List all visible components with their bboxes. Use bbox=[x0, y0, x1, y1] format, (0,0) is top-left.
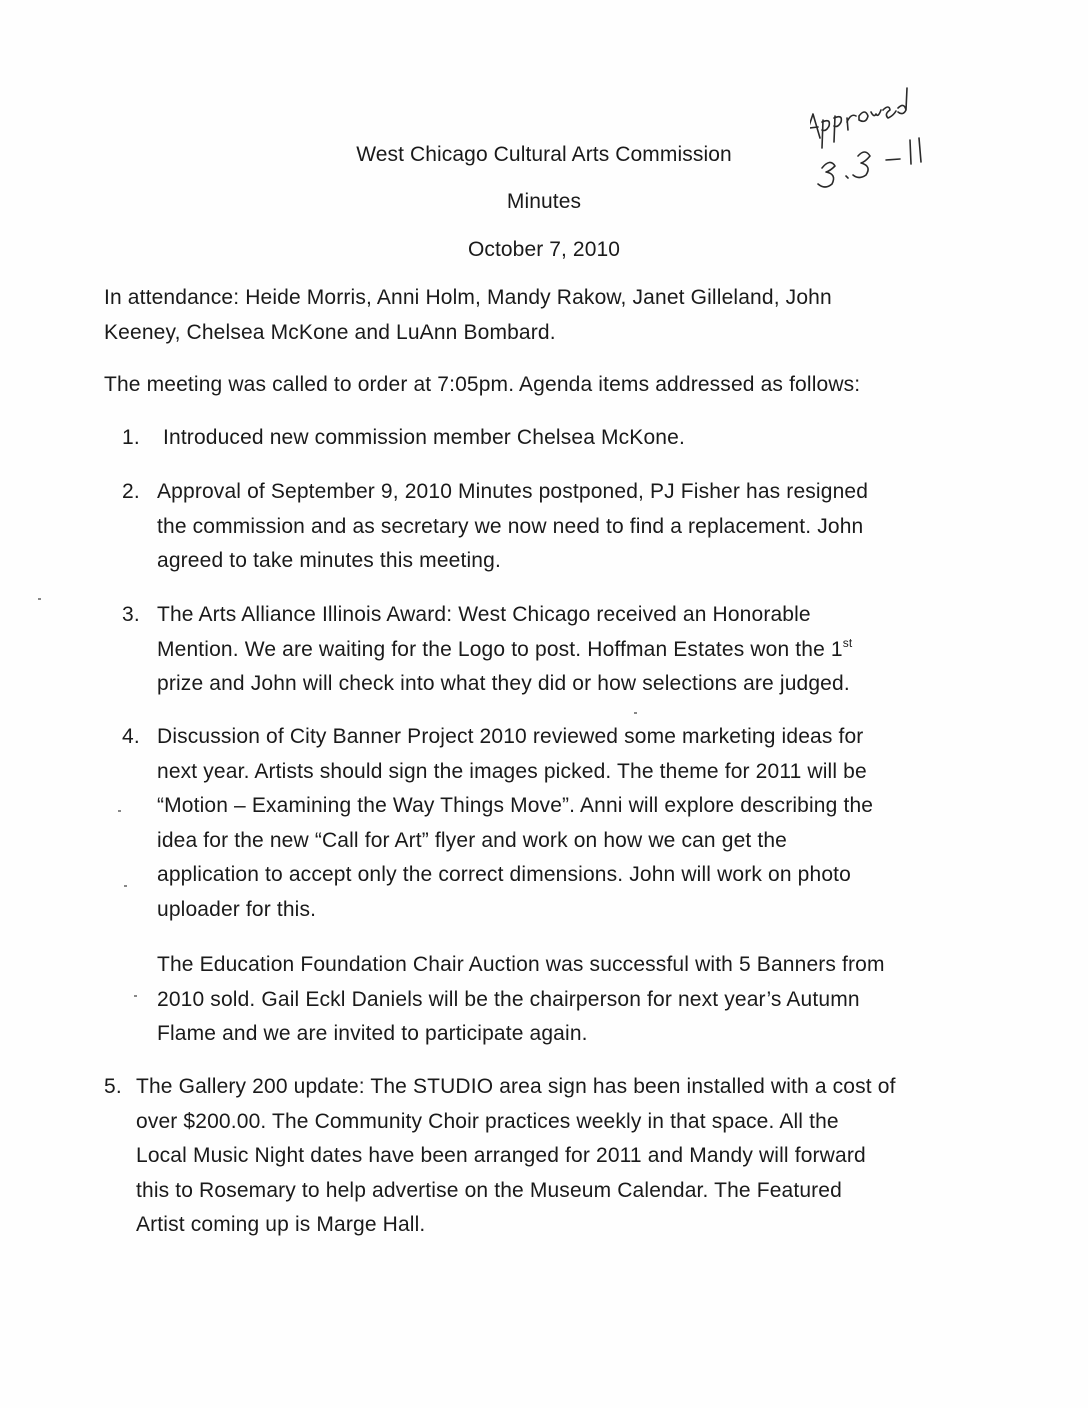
item-number: 2. bbox=[122, 480, 140, 503]
item-line: idea for the new “Call for Art” flyer and work on how we can get the bbox=[157, 828, 788, 852]
item-number: 4. bbox=[122, 725, 140, 748]
item-line: The Education Foundation Chair Auction was successful with 5 Banners from bbox=[157, 953, 885, 976]
document-type-heading: Minutes bbox=[506, 190, 582, 213]
scan-speck bbox=[118, 810, 121, 812]
agenda-item-4-continuation bbox=[157, 948, 957, 1052]
item-body bbox=[157, 598, 937, 702]
item-line: agreed to take minutes this meeting. bbox=[157, 549, 501, 572]
item-body bbox=[157, 720, 957, 927]
ordinal-superscript: st bbox=[842, 635, 853, 650]
organization-title: West Chicago Cultural Arts Commission bbox=[356, 143, 732, 166]
item-body bbox=[163, 421, 933, 456]
meeting-date: October 7, 2010 bbox=[467, 238, 621, 261]
item-line: “Motion – Examining the Way Things Move”. Anni will explore describing the bbox=[157, 794, 874, 817]
item-line: Discussion of City Banner Project 2010 reviewed some marketing ideas for bbox=[157, 725, 864, 748]
scan-speck bbox=[124, 885, 127, 887]
scan-speck bbox=[134, 995, 137, 997]
item-line bbox=[157, 633, 937, 668]
item-line: Approval of September 9, 2010 Minutes postponed, PJ Fisher has resigned bbox=[157, 480, 869, 503]
scan-speck bbox=[634, 712, 637, 714]
item-line: The Arts Alliance Illinois Award: West Chicago received an Honorable bbox=[157, 603, 811, 626]
item-line: 2010 sold. Gail Eckl Daniels will be the chairperson for next year’s Autumn bbox=[157, 987, 860, 1011]
item-line: application to accept only the correct dimensions. John will work on photo bbox=[157, 863, 851, 886]
item-line: Local Music Night dates have been arranged for 2011 and Mandy will forward bbox=[136, 1144, 866, 1167]
item-body bbox=[136, 1070, 956, 1243]
item-line: Artist coming up is Marge Hall. bbox=[136, 1213, 426, 1236]
attendance-line-2: Keeney, Chelsea McKone and LuAnn Bombard. bbox=[104, 320, 556, 344]
intro-sentence: The meeting was called to order at 7:05pm. Agenda items addressed as follows: bbox=[104, 373, 861, 396]
item-line: The Gallery 200 update: The STUDIO area sign has been installed with a cost of bbox=[136, 1075, 896, 1098]
scan-speck bbox=[38, 598, 41, 600]
item-line: Flame and we are invited to participate again. bbox=[157, 1022, 588, 1045]
item-line: the commission and as secretary we now need to find a replacement. John bbox=[157, 514, 864, 538]
item-line: this to Rosemary to help advertise on the Museum Calendar. The Featured bbox=[136, 1178, 842, 1202]
item-body bbox=[157, 475, 937, 579]
item-number: 5. bbox=[104, 1075, 122, 1098]
item-line: over $200.00. The Community Choir practices weekly in that space. All the bbox=[136, 1109, 839, 1133]
item-line: next year. Artists should sign the images picked. The theme for 2011 will be bbox=[157, 759, 867, 783]
attendance-paragraph bbox=[104, 281, 1004, 350]
approval-handwriting bbox=[810, 80, 940, 200]
item-number: 1. bbox=[122, 426, 140, 449]
attendance-line-1: In attendance: Heide Morris, Anni Holm, Mandy Rakow, Janet Gilleland, John bbox=[104, 286, 832, 309]
item-line-text: Mention. We are waiting for the Logo to post. Hoffman Estates won the 1 bbox=[157, 637, 843, 661]
item-line: Introduced new commission member Chelsea McKone. bbox=[163, 426, 685, 449]
item-number: 3. bbox=[122, 603, 140, 626]
item-line: uploader for this. bbox=[157, 897, 317, 921]
item-line: prize and John will check into what they did or how selections are judged. bbox=[157, 672, 850, 695]
approval-text: Approved 3-3-11 bbox=[810, 80, 818, 81]
